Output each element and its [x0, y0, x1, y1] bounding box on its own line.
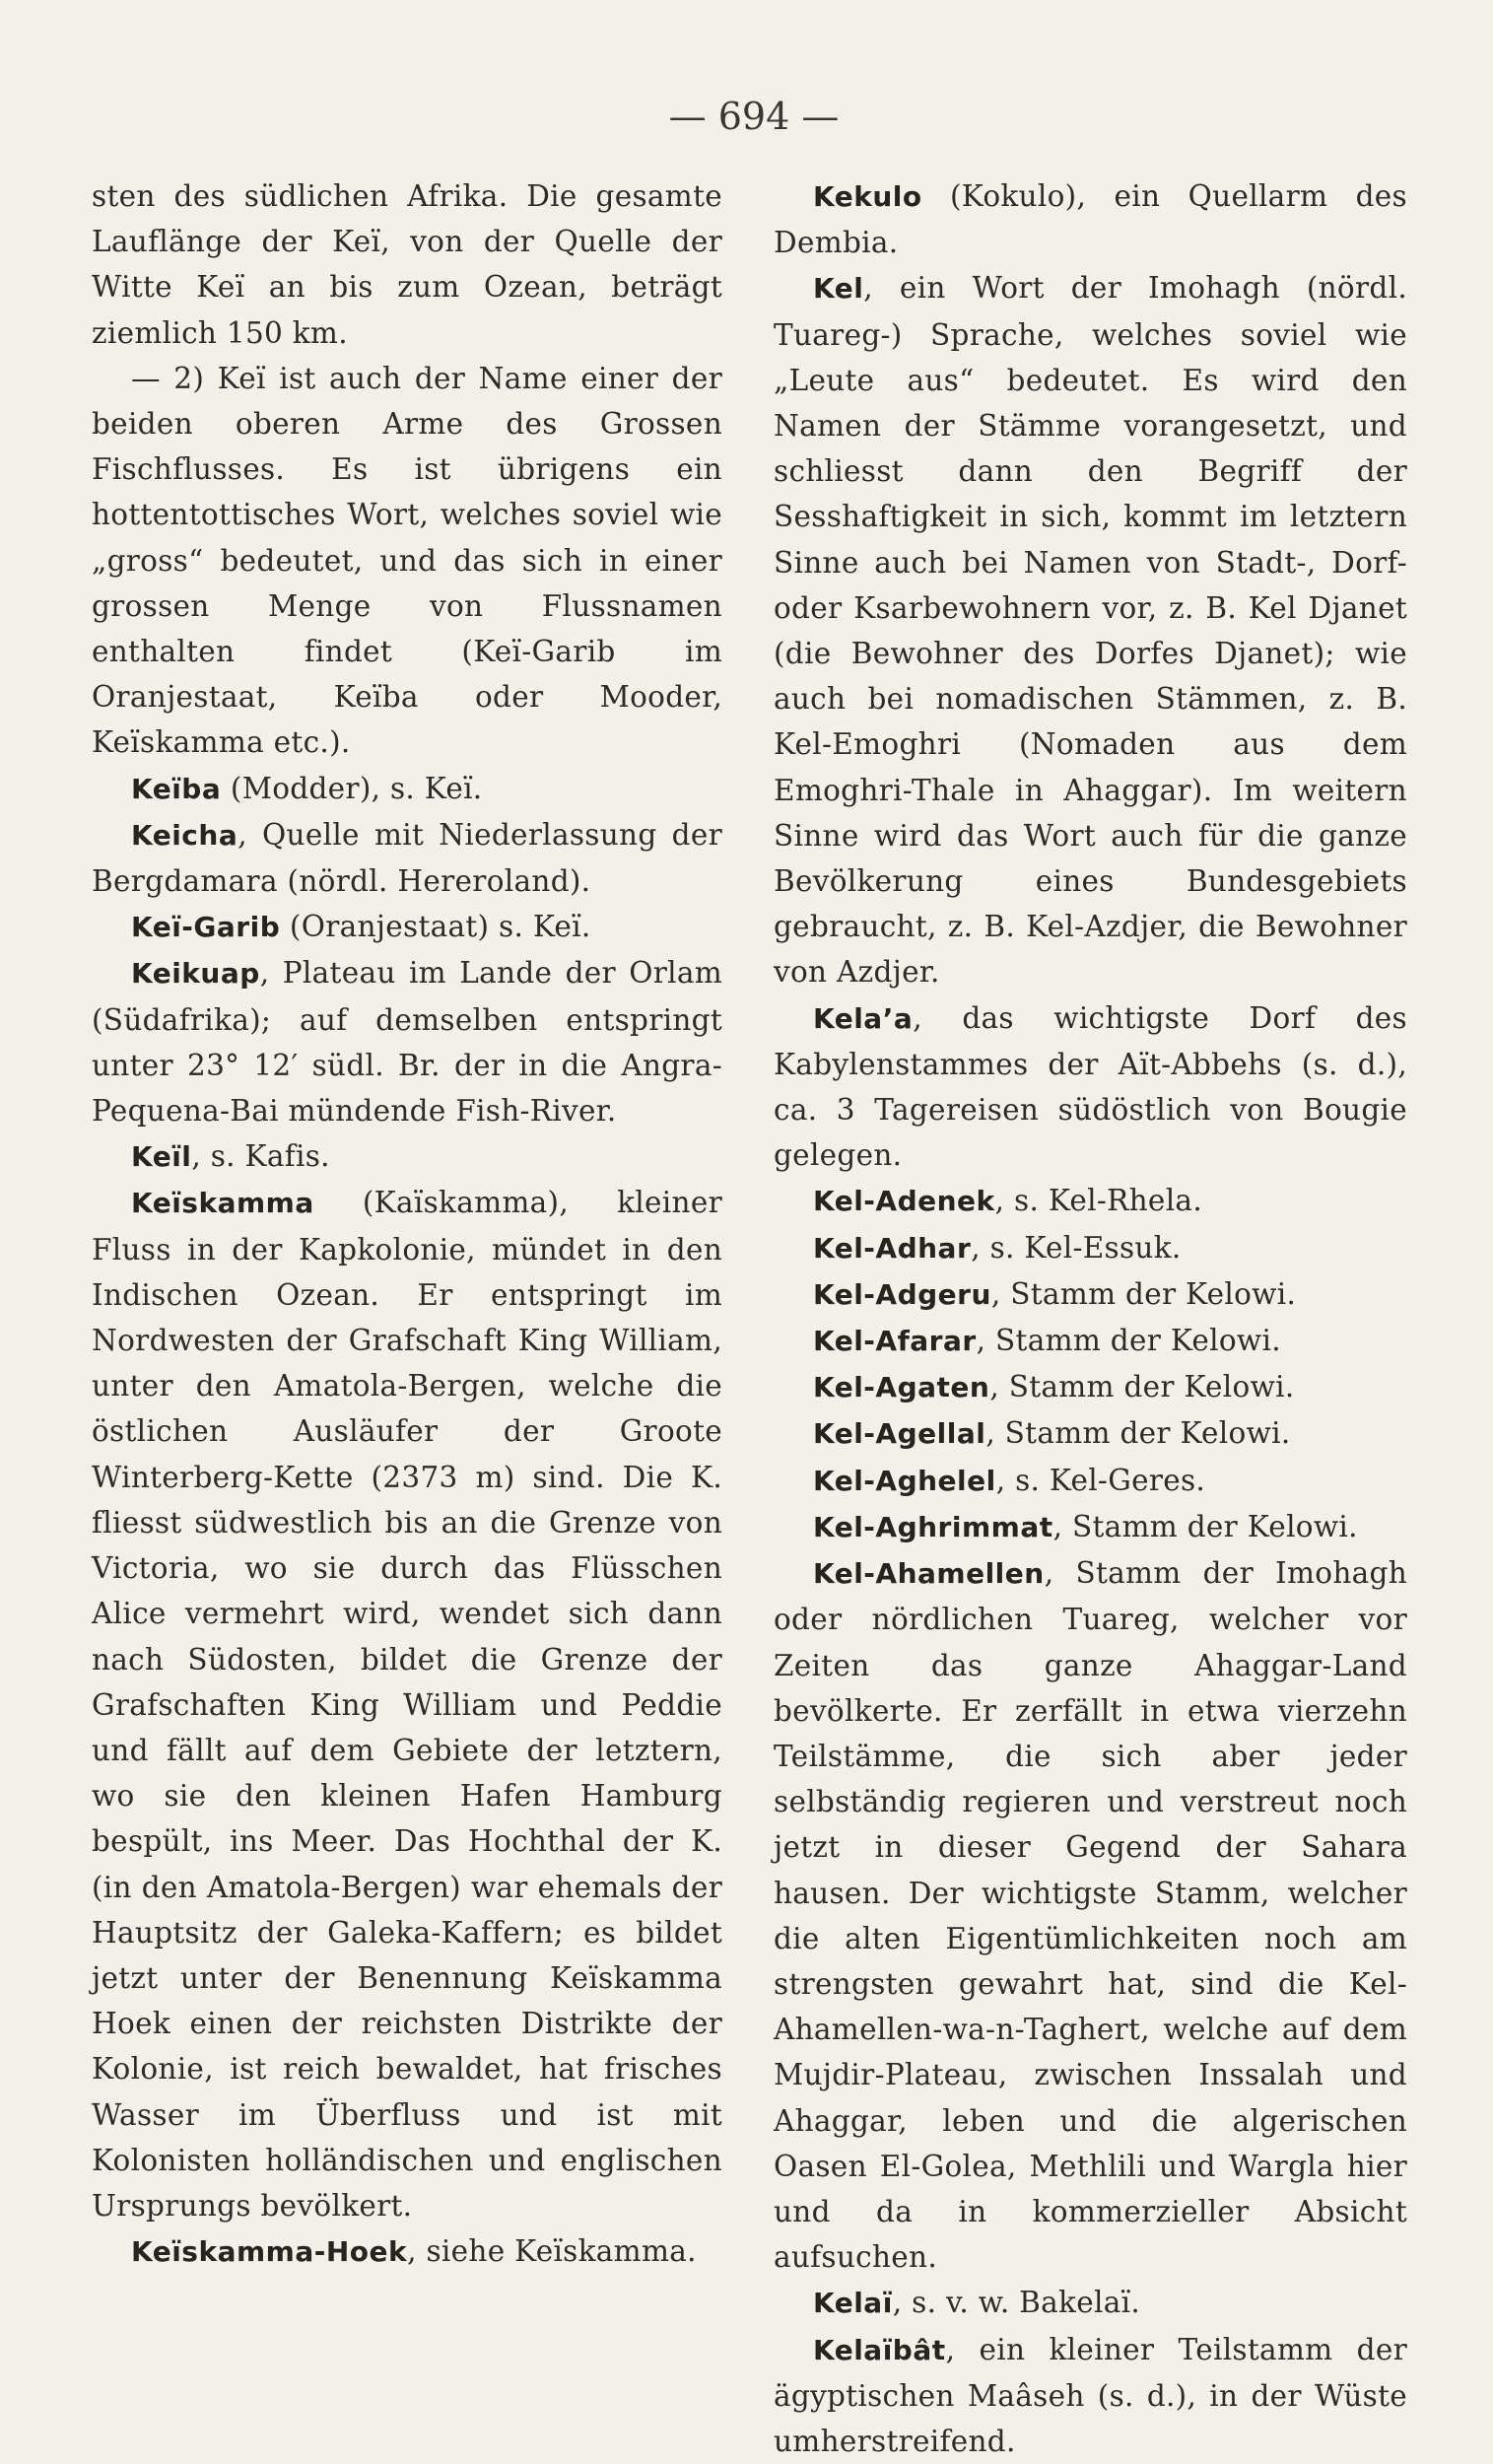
dictionary-entry [774, 1271, 1407, 1318]
entry-text: , Stamm der Kelowi. [1052, 1509, 1358, 1543]
dictionary-entry [92, 812, 722, 904]
left-column [92, 173, 722, 2275]
right-column [774, 173, 1407, 2464]
entry-text: (Kokulo), ein Quellarm des Dembia. [774, 179, 1407, 260]
entry-headword: Kel-Agellal [813, 1417, 986, 1451]
entry-text: (Oranjestaat) s. Keï. [280, 910, 591, 944]
entry-text: , s. v. w. Bakelaï. [892, 2286, 1141, 2320]
dictionary-entry [92, 950, 722, 1133]
entry-headword: Kelaï [813, 2287, 893, 2320]
dictionary-entry [774, 1550, 1407, 2280]
dictionary-entry [92, 2228, 722, 2275]
dictionary-entry [92, 1180, 722, 2228]
entry-headword: Kel-Aghelel [813, 1464, 996, 1497]
entry-headword: Keïskamma-Hoek [131, 2235, 408, 2269]
dictionary-entry [774, 1504, 1407, 1550]
entry-text: , Stamm der Kelowi. [989, 1370, 1295, 1404]
entry-text: (Modder), s. Keï. [221, 771, 483, 805]
dictionary-entry [774, 2327, 1407, 2464]
entry-text: , ein kleiner Teilstamm der ägyptischen Maâseh (s. d.), in der Wüste umherstreifend. [774, 2332, 1407, 2458]
entry-text: , s. Kafis. [191, 1139, 330, 1174]
dictionary-entry [92, 766, 722, 812]
page-number: — 694 — [668, 95, 840, 138]
entry-text: , Plateau im Lande der Orlam (Südafrika); auf demselben entspringt unter 23° 12′ südl. Br. der in die Angra-Pequena-Bai mündende Fish-River. [92, 956, 722, 1129]
entry-text: sten des südlichen Afrika. Die gesamte Lauflänge der Keï, von der Quelle der Witte Keï an bis zum Ozean, beträgt ziemlich 150 km. [92, 179, 722, 350]
entry-headword: Keïba [131, 772, 222, 805]
dictionary-entry [774, 1178, 1407, 1224]
entry-headword: Kel [813, 272, 864, 306]
entry-headword: Keïskamma [131, 1187, 314, 1220]
entry-text: , Stamm der Kelowi. [976, 1324, 1281, 1358]
entry-headword: Kel-Agaten [813, 1371, 990, 1404]
entry-headword: Kelaïbât [813, 2333, 946, 2366]
entry-headword: Kel-Ahamellen [813, 1557, 1045, 1591]
dictionary-entry [774, 1225, 1407, 1271]
entry-text: , Stamm der Kelowi. [990, 1276, 1297, 1311]
entry-text: (Kaïskamma), kleiner Fluss in der Kapkolonie, mündet in den Indischen Ozean. Er entspringt im Nordwesten der Grafschaft King William, unter den Amatola-Bergen, welche die östlichen Ausläufer der Groote Winterberg-Kette (2373 m) sind. Die K. fliesst südwestlich bis an die Grenze von Victoria, wo sie durch das Flüsschen Alice vermehrt wird, wendet sich dann nach Südosten, bildet die Grenze der Grafschaften King William und Peddie und fällt auf dem Gebiete der letztern, wo sie den kleinen Hafen Hamburg bespült, ins Meer. Das Hochthal der K. (in den Amatola-Bergen) war ehemals der Hauptsitz der Galeka-Kaffern; es bildet jetzt unter der Benennung Keïskamma Hoek einen der reichsten Distrikte der Kolonie, ist reich bewaldet, hat frisches Wasser im Überfluss und ist mit Kolonisten holländischen und englischen Ursprungs bevölkert. [92, 1186, 722, 2223]
entry-headword: Kel-Adenek [813, 1185, 995, 1218]
entry-continuation [92, 356, 722, 766]
entry-text: , siehe Keïskamma. [407, 2234, 697, 2269]
entry-text: , das wichtigste Dorf des Kabylenstammes der Aït-Abbehs (s. d.), ca. 3 Tagereisen südöstlich von Bougie gelegen. [774, 1000, 1407, 1173]
entry-text: , Stamm der Imohagh oder nördlichen Tuareg, welcher vor Zeiten das ganze Ahaggar-Land bevölkerte. Er zerfällt in etwa vierzehn Teilstämme, die sich aber jeder selbständig regieren und verstreut noch jetzt in dieser Gegend der Sahara hausen. Der wichtigste Stamm, welcher die alten Eigentümlichkeiten noch am strengsten gewahrt hat, sind die Kel-Ahamellen-wa-n-Taghert, welche auf dem Mujdir-Plateau, zwischen Inssalah und Ahaggar, leben und die algerischen Oasen El-Golea, Methlili und Wargla hier und da in kommerzieller Absicht aufsuchen. [774, 1556, 1407, 2275]
entry-headword: Keikuap [131, 957, 260, 991]
entry-headword: Keï-Garib [131, 911, 281, 944]
entry-headword: Kel-Adgeru [813, 1277, 991, 1311]
dictionary-entry [92, 1133, 722, 1180]
dictionary-entry [774, 2280, 1407, 2326]
entry-headword: Kel-Afarar [813, 1325, 977, 1358]
entry-headword: Kel-Adhar [813, 1231, 972, 1265]
entry-headword: Keïl [131, 1140, 192, 1174]
dictionary-entry [92, 904, 722, 950]
dictionary-entry [774, 1318, 1407, 1364]
dictionary-entry [774, 1364, 1407, 1410]
dictionary-entry [774, 1458, 1407, 1504]
entry-text: , Quelle mit Niederlassung der Bergdamara (nördl. Hereroland). [92, 817, 722, 899]
dictionary-entry [774, 173, 1407, 265]
entry-text: — 2) Keï ist auch der Name einer der beiden oberen Arme des Grossen Fischflusses. Es ist übrigens ein hottentottisches Wort, welches soviel wie „gross“ bedeutet, und das sich in einer grossen Menge von Flussnamen enthalten findet (Keï-Garib im Oranjestaat, Keïba oder Mooder, Keïskamma etc.). [92, 361, 722, 760]
entry-text: , s. Kel-Geres. [995, 1463, 1206, 1497]
dictionary-entry [774, 265, 1407, 994]
entry-continuation [92, 173, 722, 356]
dictionary-entry [774, 1410, 1407, 1457]
entry-headword: Kel-Aghrimmat [813, 1510, 1053, 1543]
dictionary-entry [774, 995, 1407, 1179]
entry-text: , ein Wort der Imohagh (nördl. Tuareg-) Sprache, welches soviel wie „Leute aus“ bedeutet. Es wird den Namen der Stämme vorangesetzt, und schliesst dann den Begriff der Sesshaftigkeit in sich, kommt im letztern Sinne auch bei Namen von Stadt-, Dorf- oder Ksarbewohnern vor, z. B. Kel Djanet (die Bewohner des Dorfes Djanet); wie auch bei nomadischen Stämmen, z. B. Kel-Emoghri (Nomaden aus dem Emoghri-Thale in Ahaggar). Im weitern Sinne wird das Wort auch für die ganze Bevölkerung eines Bundesgebiets gebraucht, z. B. Kel-Azdjer, die Bewohner von Azdjer. [774, 271, 1407, 990]
entry-headword: Keicha [131, 818, 238, 852]
entry-text: , Stamm der Kelowi. [985, 1416, 1291, 1451]
entry-headword: Kela’a [813, 1001, 914, 1035]
entry-text: , s. Kel-Essuk. [971, 1230, 1182, 1265]
entry-text: , s. Kel-Rhela. [994, 1184, 1202, 1218]
entry-headword: Kekulo [813, 180, 922, 213]
